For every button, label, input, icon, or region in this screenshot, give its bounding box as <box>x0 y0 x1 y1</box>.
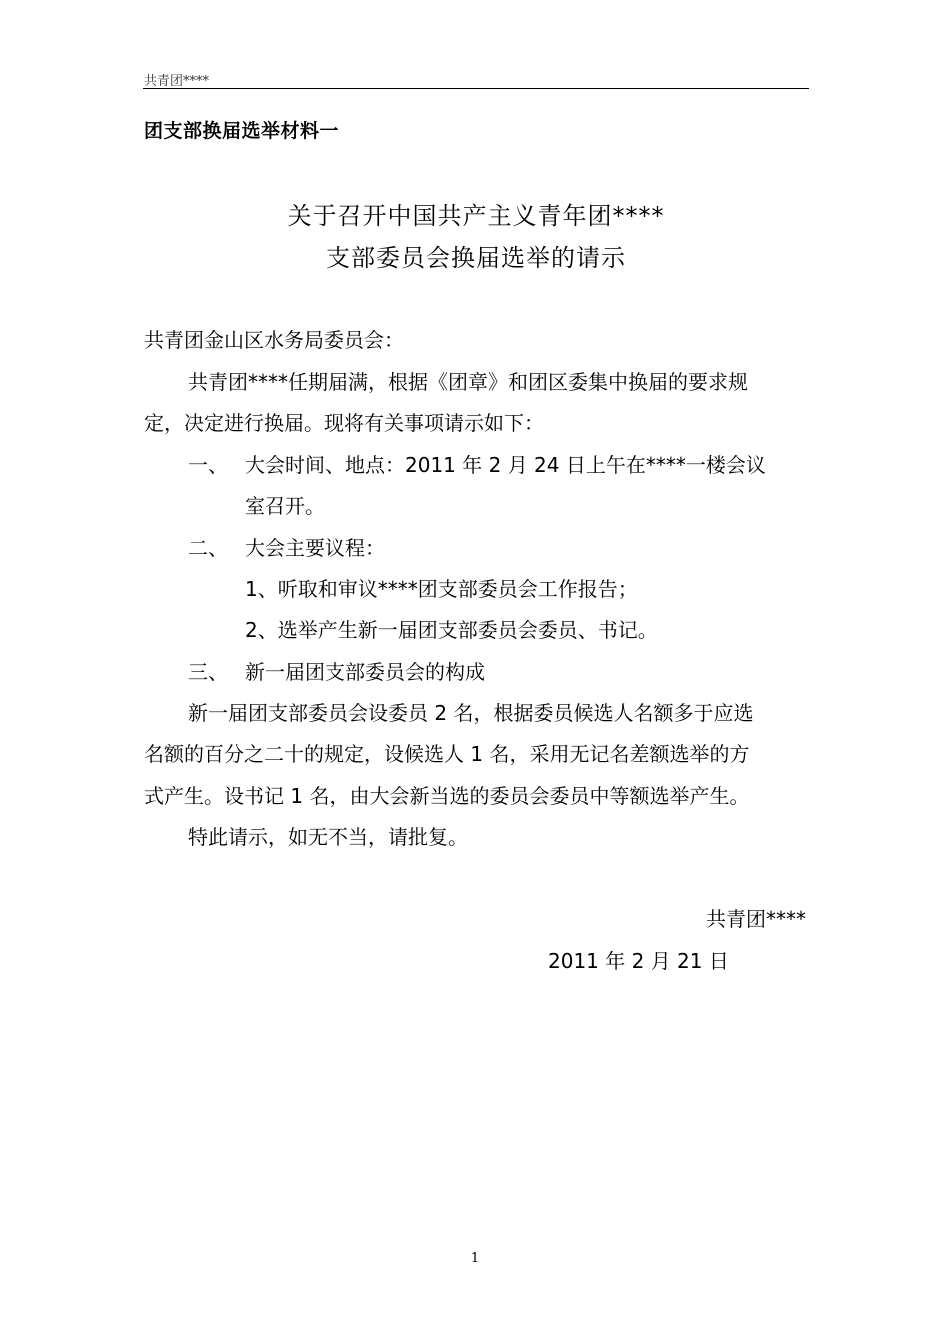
paragraph-1-line-1: 共青团****任期届满，根据《团章》和团区委集中换届的要求规 <box>188 370 748 394</box>
agenda-item-1-number: 一、 <box>188 453 228 477</box>
paragraph-1-line-2: 定，决定进行换届。现将有关事项请示如下： <box>144 411 544 435</box>
closing-request: 特此请示，如无不当，请批复。 <box>188 825 468 849</box>
document-title-line-2: 支部委员会换届选举的请示 <box>326 244 626 272</box>
agenda-item-3-number: 三、 <box>188 660 228 684</box>
section-label: 团支部换届选举材料一 <box>144 120 340 142</box>
paragraph-3-line-3: 式产生。设书记 1 名，由大会新当选的委员会委员中等额选举产生。 <box>144 784 750 808</box>
document-title-line-1: 关于召开中国共产主义青年团**** <box>287 202 665 230</box>
paragraph-3-line-1: 新一届团支部委员会设委员 2 名，根据委员候选人名额多于应选 <box>188 701 754 725</box>
addressee: 共青团金山区水务局委员会： <box>144 328 404 352</box>
agenda-item-2-number: 二、 <box>188 536 228 560</box>
header-org-name: 共青团**** <box>144 74 210 89</box>
header-divider <box>143 88 809 89</box>
page-number: 1 <box>470 1251 480 1266</box>
agenda-item-1-text-continued: 室召开。 <box>245 494 325 518</box>
agenda-item-2-text: 大会主要议程： <box>245 536 385 560</box>
document-date: 2011 年 2 月 21 日 <box>548 949 729 973</box>
agenda-subitem-1: 1、听取和审议****团支部委员会工作报告； <box>245 577 638 601</box>
paragraph-3-line-2: 名额的百分之二十的规定，设候选人 1 名，采用无记名差额选举的方 <box>144 742 750 766</box>
agenda-subitem-2: 2、选举产生新一届团支部委员会委员、书记。 <box>245 618 658 642</box>
signer: 共青团**** <box>706 907 806 931</box>
agenda-item-3-text: 新一届团支部委员会的构成 <box>245 660 485 684</box>
agenda-item-1-text: 大会时间、地点：2011 年 2 月 24 日上午在****一楼会议 <box>245 453 766 477</box>
